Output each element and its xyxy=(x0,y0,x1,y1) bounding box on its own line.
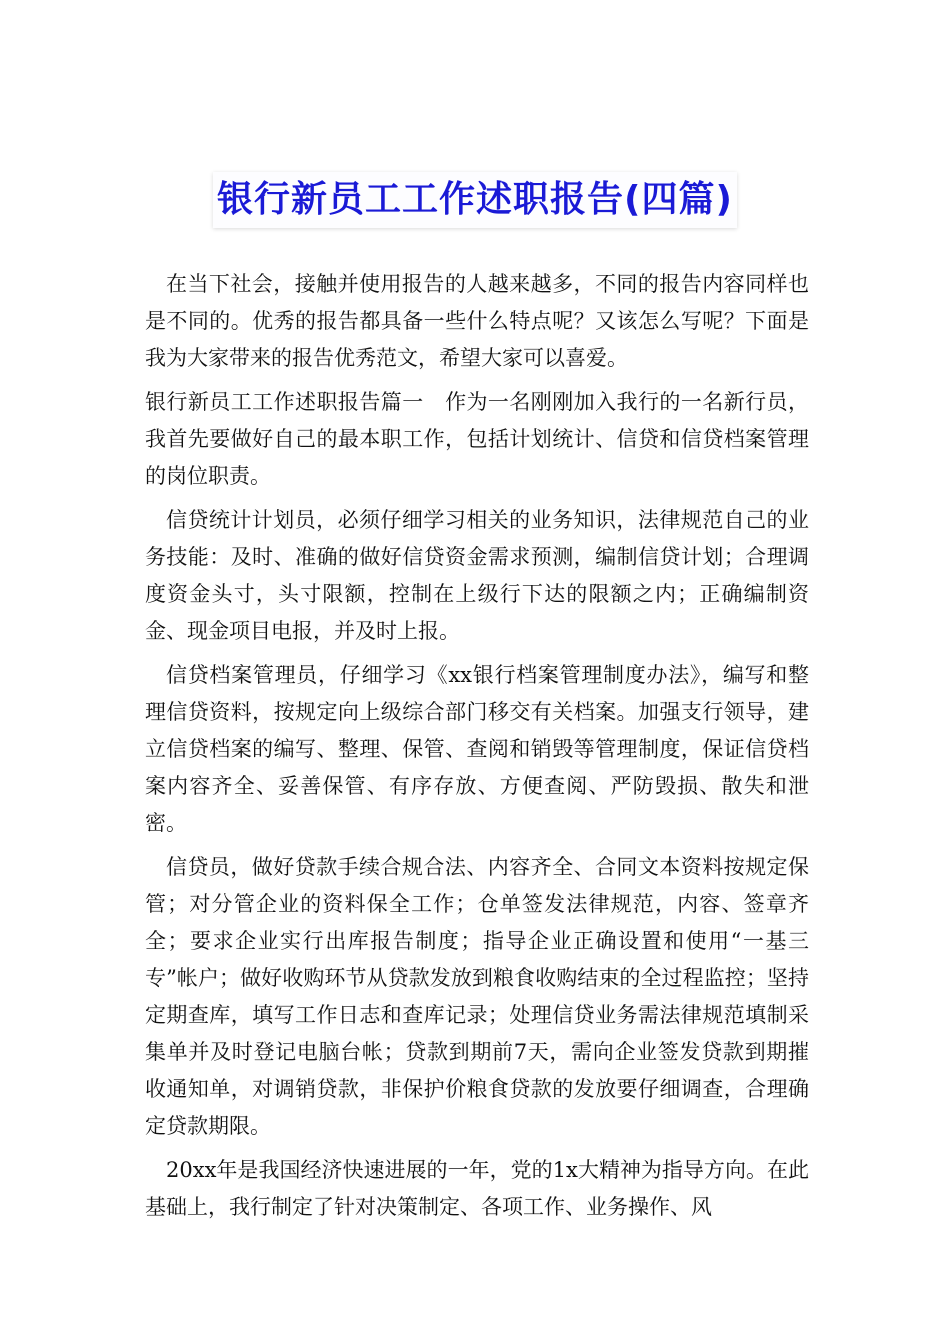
paragraph-credit-archives: 信贷档案管理员，仔细学习《xx银行档案管理制度办法》，编写和整理信贷资料，按规定向上级综合部门移交有关档案。加强支行领导，建立信贷档案的编写、整理、保管、查阅和销毁等管理制度，保证信贷档案内容齐全、妥善保管、有序存放、方便查阅、严防毁损、散失和泄密。 xyxy=(145,663,809,835)
document-body xyxy=(145,266,809,1233)
paragraph-section-one: 银行新员工工作述职报告篇一 作为一名刚刚加入我行的一名新行员，我首先要做好自己的最本职工作，包括计划统计、信贷和信贷档案管理的岗位职责。 xyxy=(145,390,809,488)
paragraph-credit-officer: 信贷员，做好贷款手续合规合法、内容齐全、合同文本资料按规定保管；对分管企业的资料保全工作；仓单签发法律规范，内容、签章齐全；要求企业实行出库报告制度；指导企业正确设置和使用“一基三专”帐户；做好收购环节从贷款发放到粮食收购结束的全过程监控；坚持定期查库，填写工作日志和查库记录；处理信贷业务需法律规范填制采集单并及时登记电脑台帐；贷款到期前7天，需向企业签发贷款到期摧收通知单，对调销贷款，非保护价粮食贷款的发放要仔细调查，合理确定贷款期限。 xyxy=(145,855,809,1138)
paragraph-credit-statistics: 信贷统计计划员，必须仔细学习相关的业务知识，法律规范自己的业务技能：及时、准确的做好信贷资金需求预测，编制信贷计划；合理调度资金头寸，头寸限额，控制在上级行下达的限额之内；正确编制资金、现金项目电报，并及时上报。 xyxy=(145,508,809,643)
document-title-text: 银行新员工工作述职报告(四篇) xyxy=(213,172,737,228)
paragraph-annual-overview: 20xx年是我国经济快速进展的一年，党的1x大精神为指导方向。在此基础上，我行制定了针对决策制定、各项工作、业务操作、风 xyxy=(145,1158,809,1219)
document-title xyxy=(0,172,950,228)
paragraph-intro: 在当下社会，接触并使用报告的人越来越多，不同的报告内容同样也是不同的。优秀的报告都具备一些什么特点呢？又该怎么写呢？下面是我为大家带来的报告优秀范文，希望大家可以喜爱。 xyxy=(145,272,809,370)
